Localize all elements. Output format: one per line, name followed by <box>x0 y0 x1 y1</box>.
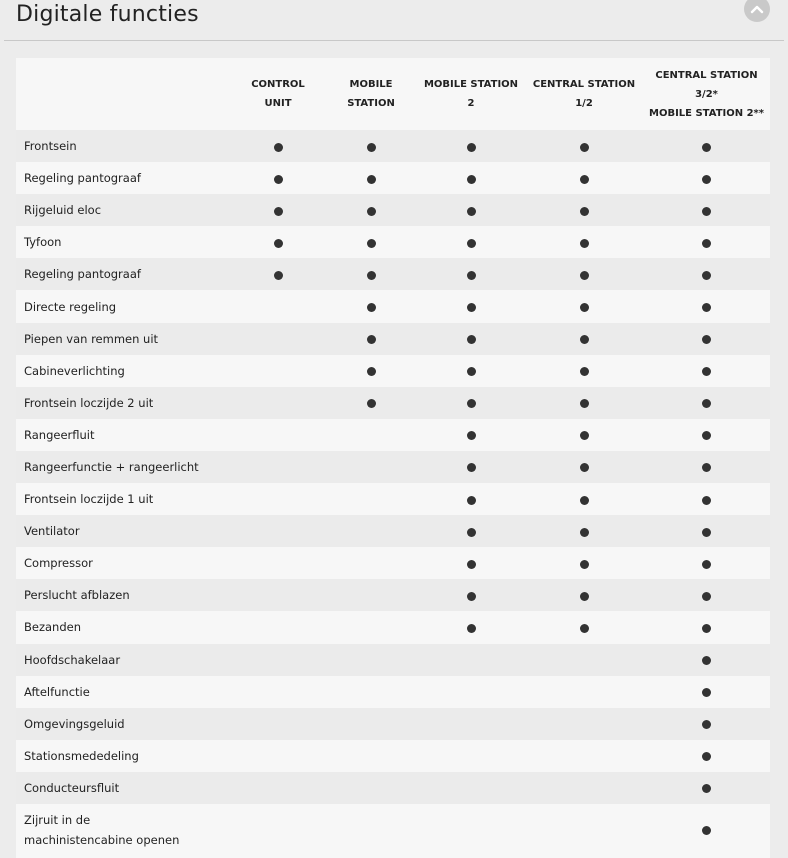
support-cell <box>643 226 770 258</box>
functions-table <box>16 58 770 856</box>
supported-dot-icon <box>467 528 476 537</box>
supported-dot-icon <box>580 239 589 248</box>
function-label: Conducteursfluit <box>24 780 120 795</box>
support-cell <box>231 355 325 387</box>
support-cell <box>231 387 325 419</box>
support-cell <box>231 740 325 772</box>
supported-dot-icon <box>580 496 589 505</box>
table-row <box>16 644 770 676</box>
table-row <box>16 258 770 290</box>
support-cell <box>231 804 325 856</box>
function-label: Cabineverlichting <box>24 363 125 378</box>
supported-dot-icon <box>702 367 711 376</box>
column-header-line: STATION <box>347 98 395 109</box>
support-cell <box>325 579 417 611</box>
support-cell <box>525 740 643 772</box>
function-label: Ventilator <box>24 524 80 539</box>
supported-dot-icon <box>702 335 711 344</box>
table-row <box>16 772 770 804</box>
supported-dot-icon <box>367 367 376 376</box>
support-cell <box>325 290 417 322</box>
support-cell <box>231 772 325 804</box>
supported-dot-icon <box>580 560 589 569</box>
support-cell <box>417 547 525 579</box>
supported-dot-icon <box>702 271 711 280</box>
support-cell <box>325 676 417 708</box>
supported-dot-icon <box>367 207 376 216</box>
function-label: Regeling pantograaf <box>24 267 141 282</box>
support-cell <box>325 355 417 387</box>
table-row <box>16 419 770 451</box>
support-cell <box>417 387 525 419</box>
supported-dot-icon <box>467 303 476 312</box>
support-cell <box>525 290 643 322</box>
column-header-line: CENTRAL STATION <box>532 79 636 90</box>
support-cell <box>231 258 325 290</box>
supported-dot-icon <box>274 175 283 184</box>
function-label: Regeling pantograaf <box>24 171 141 186</box>
support-cell <box>231 611 325 643</box>
supported-dot-icon <box>702 560 711 569</box>
support-cell <box>643 451 770 483</box>
supported-dot-icon <box>467 624 476 633</box>
support-cell <box>643 611 770 643</box>
supported-dot-icon <box>702 303 711 312</box>
column-header-line: MOBILE STATION <box>423 79 519 90</box>
supported-dot-icon <box>702 496 711 505</box>
support-cell <box>231 547 325 579</box>
support-cell <box>417 740 525 772</box>
table-row <box>16 547 770 579</box>
supported-dot-icon <box>274 207 283 216</box>
support-cell <box>417 162 525 194</box>
support-cell <box>525 644 643 676</box>
support-cell <box>417 355 525 387</box>
table-row <box>16 708 770 740</box>
support-cell <box>417 226 525 258</box>
column-header-line: CONTROL <box>251 79 305 90</box>
supported-dot-icon <box>702 431 711 440</box>
support-cell <box>525 162 643 194</box>
support-cell <box>325 804 417 856</box>
table-row <box>16 579 770 611</box>
support-cell <box>231 194 325 226</box>
support-cell <box>643 579 770 611</box>
support-cell <box>325 226 417 258</box>
function-label: Piepen van remmen uit <box>24 331 159 346</box>
support-cell <box>525 258 643 290</box>
support-cell <box>231 644 325 676</box>
supported-dot-icon <box>580 175 589 184</box>
function-label: Omgevingsgeluid <box>24 716 125 731</box>
section-title: Digitale functies <box>16 2 199 27</box>
supported-dot-icon <box>467 175 476 184</box>
support-cell <box>325 708 417 740</box>
support-cell <box>325 644 417 676</box>
table-row <box>16 323 770 355</box>
column-header-device <box>643 58 770 130</box>
support-cell <box>417 772 525 804</box>
support-cell <box>643 162 770 194</box>
supported-dot-icon <box>702 784 711 793</box>
support-cell <box>417 515 525 547</box>
support-cell <box>525 804 643 856</box>
supported-dot-icon <box>702 720 711 729</box>
support-cell <box>231 579 325 611</box>
supported-dot-icon <box>367 335 376 344</box>
support-cell <box>525 419 643 451</box>
supported-dot-icon <box>274 143 283 152</box>
support-cell <box>231 483 325 515</box>
supported-dot-icon <box>580 367 589 376</box>
support-cell <box>325 162 417 194</box>
supported-dot-icon <box>580 624 589 633</box>
support-cell <box>417 708 525 740</box>
supported-dot-icon <box>580 303 589 312</box>
support-cell <box>643 708 770 740</box>
support-cell <box>325 772 417 804</box>
function-label: Tyfoon <box>24 235 62 250</box>
support-cell <box>325 483 417 515</box>
support-cell <box>325 419 417 451</box>
support-cell <box>231 162 325 194</box>
column-header-line: 3/2* <box>695 88 718 100</box>
support-cell <box>417 804 525 856</box>
column-header-device <box>325 58 417 130</box>
support-cell <box>417 194 525 226</box>
support-cell <box>231 676 325 708</box>
support-cell <box>417 483 525 515</box>
supported-dot-icon <box>702 207 711 216</box>
supported-dot-icon <box>580 399 589 408</box>
function-label: Directe regeling <box>24 299 117 314</box>
supported-dot-icon <box>467 560 476 569</box>
supported-dot-icon <box>580 592 589 601</box>
supported-dot-icon <box>467 271 476 280</box>
column-header-line: CENTRAL STATION <box>655 69 758 81</box>
support-cell <box>325 194 417 226</box>
support-cell <box>417 290 525 322</box>
column-header-device <box>231 58 325 130</box>
function-label: Frontsein loczijde 2 uit <box>24 395 154 410</box>
function-label: Zijruit in de machinistencabine openen <box>24 812 180 847</box>
supported-dot-icon <box>580 528 589 537</box>
function-label: Perslucht afblazen <box>24 588 130 603</box>
support-cell <box>231 419 325 451</box>
support-cell <box>417 258 525 290</box>
supported-dot-icon <box>367 399 376 408</box>
function-label: Rangeerfunctie + rangeerlicht <box>24 459 199 474</box>
support-cell <box>525 387 643 419</box>
function-label: Stationsmededeling <box>24 748 139 763</box>
support-cell <box>525 451 643 483</box>
support-cell <box>325 323 417 355</box>
support-cell <box>643 804 770 856</box>
supported-dot-icon <box>580 207 589 216</box>
supported-dot-icon <box>467 399 476 408</box>
supported-dot-icon <box>702 624 711 633</box>
supported-dot-icon <box>702 752 711 761</box>
column-header-device <box>417 58 525 130</box>
table-row <box>16 611 770 643</box>
support-cell <box>643 547 770 579</box>
column-header-line: MOBILE STATION 2** <box>649 107 764 119</box>
function-label: Frontsein <box>24 139 77 154</box>
table-row <box>16 387 770 419</box>
table-row <box>16 162 770 194</box>
supported-dot-icon <box>467 207 476 216</box>
support-cell <box>525 676 643 708</box>
support-cell <box>231 226 325 258</box>
supported-dot-icon <box>702 688 711 697</box>
support-cell <box>643 290 770 322</box>
table-row <box>16 451 770 483</box>
support-cell <box>643 387 770 419</box>
support-cell <box>417 130 525 162</box>
supported-dot-icon <box>702 592 711 601</box>
supported-dot-icon <box>702 656 711 665</box>
column-header-device <box>525 58 643 130</box>
support-cell <box>525 194 643 226</box>
table-body <box>16 130 770 856</box>
support-cell <box>643 740 770 772</box>
supported-dot-icon <box>467 367 476 376</box>
support-cell <box>325 387 417 419</box>
supported-dot-icon <box>580 271 589 280</box>
table-row <box>16 290 770 322</box>
table-row <box>16 130 770 162</box>
supported-dot-icon <box>580 143 589 152</box>
supported-dot-icon <box>702 826 711 835</box>
supported-dot-icon <box>580 463 589 472</box>
support-cell <box>417 611 525 643</box>
support-cell <box>231 130 325 162</box>
section-header <box>4 0 784 41</box>
table-header-row <box>16 58 770 130</box>
support-cell <box>643 644 770 676</box>
column-header-line: 2 <box>467 98 475 109</box>
supported-dot-icon <box>580 335 589 344</box>
support-cell <box>525 547 643 579</box>
support-cell <box>643 258 770 290</box>
support-cell <box>525 355 643 387</box>
column-header-line: MOBILE <box>349 79 393 90</box>
support-cell <box>417 419 525 451</box>
table-row <box>16 740 770 772</box>
supported-dot-icon <box>580 431 589 440</box>
support-cell <box>231 290 325 322</box>
column-header-function <box>16 58 231 130</box>
supported-dot-icon <box>367 143 376 152</box>
support-cell <box>231 323 325 355</box>
supported-dot-icon <box>367 239 376 248</box>
support-cell <box>643 419 770 451</box>
support-cell <box>525 579 643 611</box>
supported-dot-icon <box>467 431 476 440</box>
support-cell <box>643 515 770 547</box>
support-cell <box>417 644 525 676</box>
support-cell <box>643 483 770 515</box>
function-label: Compressor <box>24 556 93 571</box>
support-cell <box>525 611 643 643</box>
supported-dot-icon <box>702 528 711 537</box>
table-row <box>16 676 770 708</box>
support-cell <box>231 708 325 740</box>
support-cell <box>525 483 643 515</box>
support-cell <box>325 611 417 643</box>
support-cell <box>643 323 770 355</box>
support-cell <box>417 676 525 708</box>
supported-dot-icon <box>467 463 476 472</box>
functions-panel <box>16 58 770 858</box>
supported-dot-icon <box>467 335 476 344</box>
supported-dot-icon <box>467 239 476 248</box>
support-cell <box>525 130 643 162</box>
function-label: Bezanden <box>24 620 82 635</box>
supported-dot-icon <box>367 175 376 184</box>
support-cell <box>417 323 525 355</box>
column-header-line: UNIT <box>264 98 292 109</box>
support-cell <box>231 515 325 547</box>
function-label: Frontsein loczijde 1 uit <box>24 492 154 507</box>
support-cell <box>525 772 643 804</box>
supported-dot-icon <box>702 463 711 472</box>
supported-dot-icon <box>274 271 283 280</box>
support-cell <box>231 451 325 483</box>
function-label: Rangeerfluit <box>24 427 95 442</box>
table-row <box>16 515 770 547</box>
support-cell <box>325 130 417 162</box>
support-cell <box>643 355 770 387</box>
table-row <box>16 355 770 387</box>
support-cell <box>525 515 643 547</box>
supported-dot-icon <box>702 143 711 152</box>
supported-dot-icon <box>467 496 476 505</box>
function-label: Hoofdschakelaar <box>24 652 121 667</box>
supported-dot-icon <box>467 592 476 601</box>
support-cell <box>325 258 417 290</box>
column-header-line: 1/2 <box>575 98 593 109</box>
support-cell <box>525 323 643 355</box>
table-row <box>16 226 770 258</box>
support-cell <box>643 772 770 804</box>
supported-dot-icon <box>467 143 476 152</box>
support-cell <box>525 226 643 258</box>
supported-dot-icon <box>367 303 376 312</box>
function-label: Aftelfunctie <box>24 684 90 699</box>
supported-dot-icon <box>367 271 376 280</box>
supported-dot-icon <box>274 239 283 248</box>
support-cell <box>325 451 417 483</box>
collapse-button[interactable] <box>744 0 770 22</box>
supported-dot-icon <box>702 175 711 184</box>
table-row <box>16 804 770 856</box>
table-row <box>16 194 770 226</box>
support-cell <box>417 579 525 611</box>
chevron-up-icon <box>750 4 764 14</box>
support-cell <box>643 676 770 708</box>
function-label: Rijgeluid eloc <box>24 203 102 218</box>
table-row <box>16 483 770 515</box>
supported-dot-icon <box>702 239 711 248</box>
support-cell <box>325 740 417 772</box>
support-cell <box>643 130 770 162</box>
support-cell <box>525 708 643 740</box>
support-cell <box>417 451 525 483</box>
supported-dot-icon <box>702 399 711 408</box>
support-cell <box>325 547 417 579</box>
support-cell <box>325 515 417 547</box>
support-cell <box>643 194 770 226</box>
